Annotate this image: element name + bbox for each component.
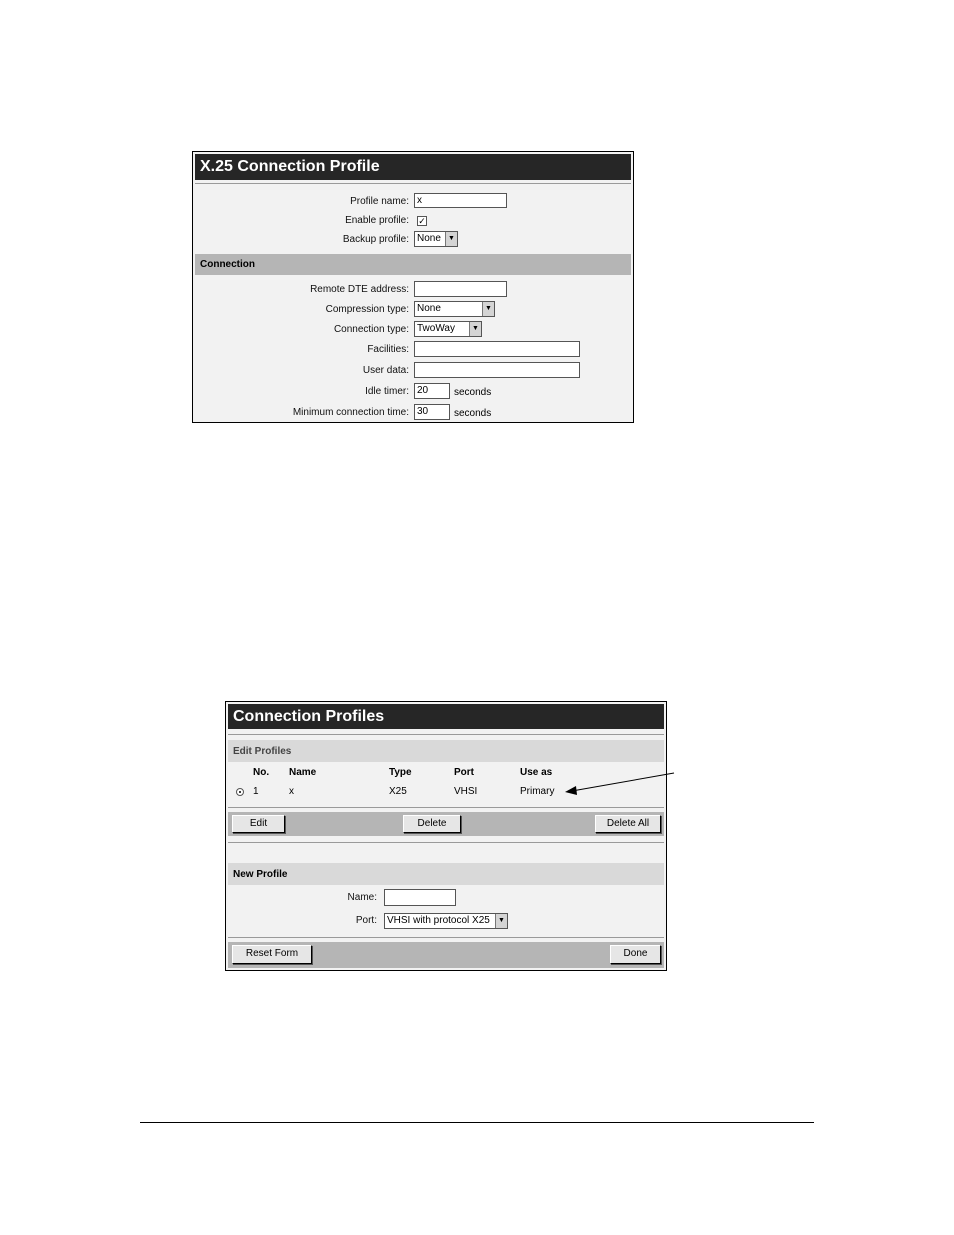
compression-type-select[interactable] xyxy=(414,301,495,317)
connection-type-select[interactable] xyxy=(414,321,482,337)
divider xyxy=(228,807,664,808)
row-use-as: Primary xyxy=(520,786,555,797)
column-header-type: Type xyxy=(389,767,412,778)
connection-type-label: Connection type: xyxy=(333,324,409,335)
backup-profile-value: None xyxy=(417,233,441,244)
row-no: 1 xyxy=(253,786,259,797)
column-header-use-as: Use as xyxy=(520,767,553,778)
connection-profiles-title: Connection Profiles xyxy=(228,704,664,729)
facilities-input[interactable] xyxy=(414,341,580,357)
enable-profile-label: Enable profile: xyxy=(345,215,409,226)
x25-connection-profile-panel xyxy=(192,151,634,423)
column-header-name: Name xyxy=(289,767,317,778)
min-connection-time-input[interactable]: 30 xyxy=(414,404,450,420)
user-data-label: User data: xyxy=(362,365,409,376)
compression-type-value: None xyxy=(417,303,441,314)
row-port: VHSI xyxy=(454,786,478,797)
edit-profiles-section-header: Edit Profiles xyxy=(228,740,664,762)
row-name: x xyxy=(289,786,294,797)
connection-section-header: Connection xyxy=(195,254,631,275)
new-profile-port-label: Port: xyxy=(355,915,377,926)
profile-name-input[interactable]: x xyxy=(414,193,507,208)
divider xyxy=(228,937,664,938)
backup-profile-label: Backup profile: xyxy=(342,234,409,245)
chevron-down-icon: ▼ xyxy=(482,302,494,316)
chevron-down-icon: ▼ xyxy=(445,232,457,246)
divider xyxy=(228,734,664,735)
delete-button[interactable]: Delete xyxy=(403,815,461,833)
min-connection-time-unit: seconds xyxy=(454,408,492,419)
new-profile-port-select[interactable] xyxy=(384,913,508,929)
new-profile-name-input[interactable] xyxy=(384,889,456,906)
new-profile-port-value: VHSI with protocol X25 xyxy=(387,915,490,926)
new-profile-name-label: Name: xyxy=(347,892,377,903)
connection-type-value: TwoWay xyxy=(417,323,455,334)
divider xyxy=(228,842,664,843)
column-header-no: No. xyxy=(253,767,270,778)
chevron-down-icon: ▼ xyxy=(495,914,507,928)
row-type: X25 xyxy=(389,786,407,797)
compression-type-label: Compression type: xyxy=(325,304,409,315)
connection-profiles-panel xyxy=(225,701,667,971)
facilities-label: Facilities: xyxy=(367,344,409,355)
new-profile-section-header: New Profile xyxy=(228,863,664,885)
divider xyxy=(195,183,631,184)
user-data-input[interactable] xyxy=(414,362,580,378)
chevron-down-icon: ▼ xyxy=(469,322,481,336)
idle-timer-unit: seconds xyxy=(454,387,492,398)
remote-dte-input[interactable] xyxy=(414,281,507,297)
page-footer-rule xyxy=(140,1122,814,1123)
idle-timer-label: Idle timer: xyxy=(365,386,409,397)
idle-timer-input[interactable]: 20 xyxy=(414,383,450,399)
delete-all-button[interactable]: Delete All xyxy=(595,815,661,833)
profile-select-radio[interactable] xyxy=(236,788,244,796)
x25-panel-title: X.25 Connection Profile xyxy=(195,154,631,180)
enable-profile-checkbox[interactable]: ✓ xyxy=(418,216,426,226)
min-connection-time-label: Minimum connection time: xyxy=(292,407,409,418)
column-header-port: Port xyxy=(454,767,474,778)
edit-button[interactable]: Edit xyxy=(232,815,285,833)
done-button[interactable]: Done xyxy=(610,945,661,964)
remote-dte-label: Remote DTE address: xyxy=(310,284,409,295)
backup-profile-select[interactable] xyxy=(414,231,458,247)
profile-name-label: Profile name: xyxy=(350,196,409,207)
reset-form-button[interactable]: Reset Form xyxy=(232,945,312,964)
